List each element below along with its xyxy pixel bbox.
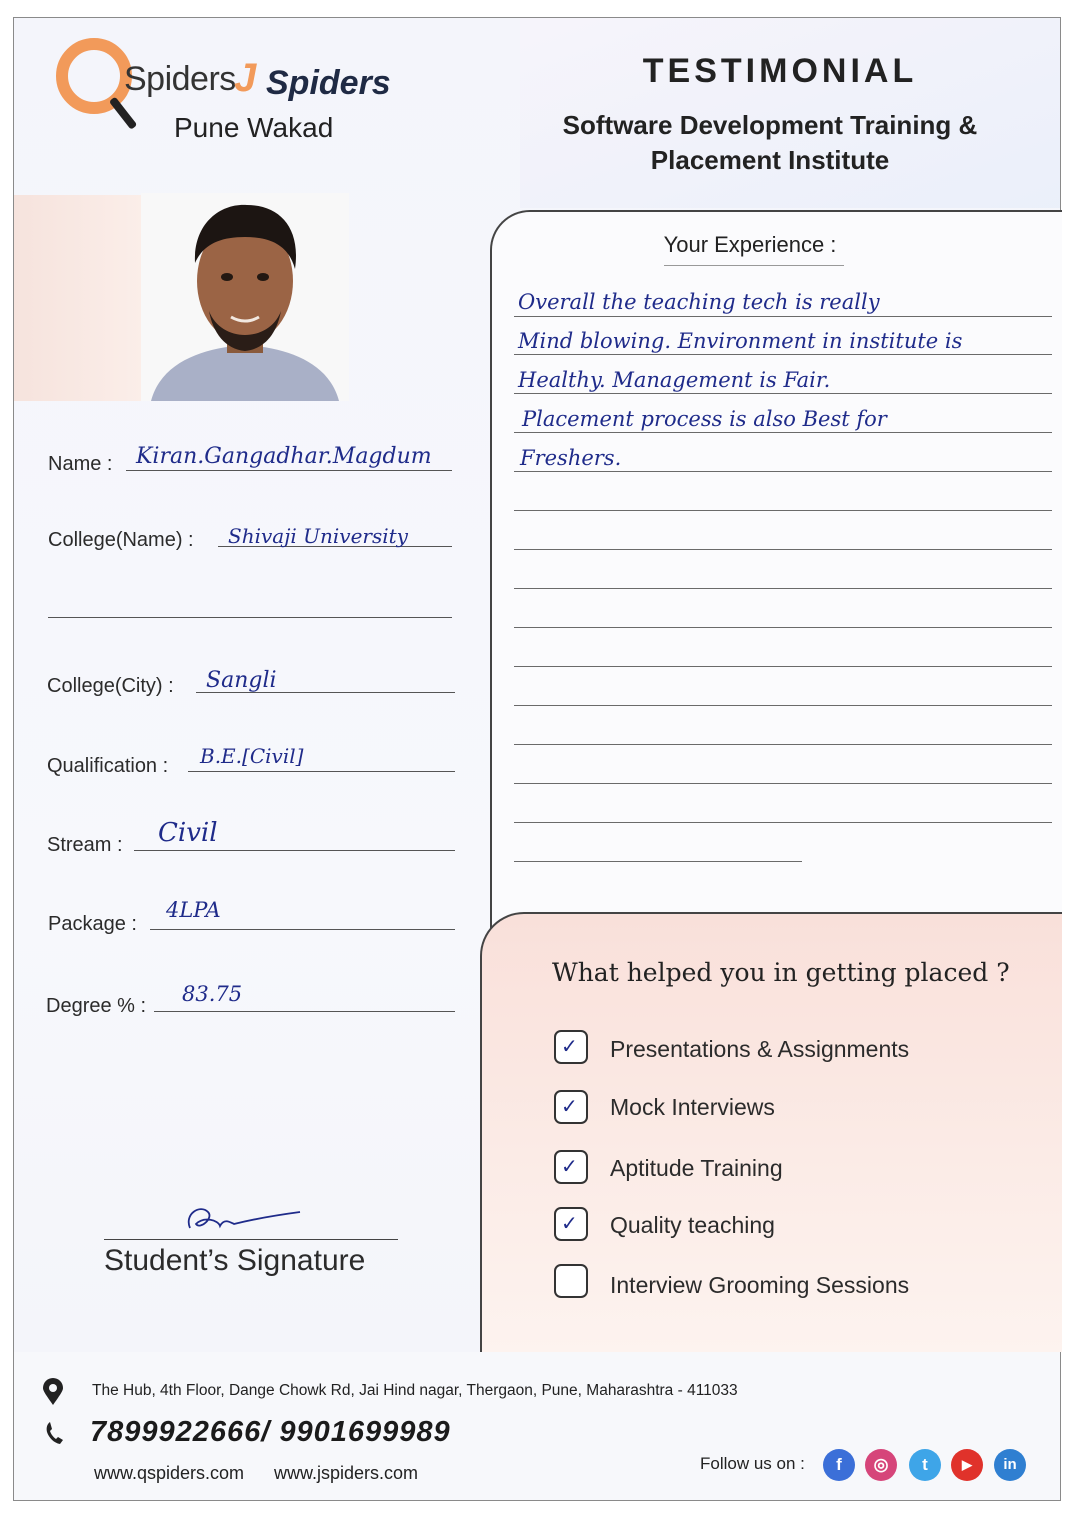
experience-rule bbox=[514, 354, 1052, 355]
check-icon: ✓ bbox=[561, 1034, 578, 1058]
option-mock-interviews-label: Mock Interviews bbox=[610, 1094, 775, 1120]
student-signature bbox=[160, 1196, 310, 1240]
placement-help-title: What helped you in getting placed ? bbox=[552, 958, 1010, 987]
follow-us-label: Follow us on : bbox=[700, 1454, 805, 1473]
checkbox-presentations[interactable] bbox=[554, 1030, 588, 1064]
experience-rule bbox=[514, 316, 1052, 317]
option-aptitude-label: Aptitude Training bbox=[610, 1155, 783, 1181]
experience-line-2: Mind blowing. Environment in institute is bbox=[518, 329, 963, 353]
college-city-value: Sangli bbox=[206, 668, 277, 693]
subtitle-line-2: Placement Institute bbox=[650, 145, 890, 175]
experience-line-1: Overall the teaching tech is really bbox=[518, 290, 880, 314]
subtitle-line-1: Software Development Training & bbox=[562, 110, 978, 140]
address-text: The Hub, 4th Floor, Dange Chowk Rd, Jai Hind nagar, Thergaon, Pune, Maharashtra - 411033 bbox=[92, 1382, 738, 1399]
college-name-label: College(Name) : bbox=[48, 529, 194, 551]
option-grooming-label: Interview Grooming Sessions bbox=[610, 1272, 910, 1298]
page-subtitle bbox=[520, 108, 1020, 178]
name-label: Name : bbox=[48, 453, 113, 475]
website-qspiders-link[interactable]: www.qspiders.com bbox=[94, 1463, 245, 1483]
linkedin-icon[interactable]: in bbox=[994, 1449, 1026, 1481]
experience-rule bbox=[514, 783, 1052, 784]
brand-qspiders: Spiders bbox=[124, 60, 236, 98]
photo-backdrop bbox=[14, 195, 144, 401]
experience-rule bbox=[514, 549, 1052, 550]
signature-line bbox=[104, 1239, 398, 1240]
experience-rule bbox=[514, 705, 1052, 706]
package-label: Package : bbox=[48, 913, 137, 935]
degree-label: Degree % : bbox=[46, 995, 147, 1017]
degree-line bbox=[154, 1011, 455, 1012]
experience-rule bbox=[514, 861, 802, 862]
college-city-label: College(City) : bbox=[47, 675, 174, 697]
experience-rule bbox=[514, 432, 1052, 433]
qualification-value: B.E.[Civil] bbox=[200, 744, 304, 768]
signature-label: Student’s Signature bbox=[104, 1244, 366, 1277]
experience-rule bbox=[514, 393, 1052, 394]
youtube-icon[interactable]: ▶ bbox=[951, 1449, 983, 1481]
stream-line bbox=[134, 850, 455, 851]
checkbox-quality-teaching[interactable] bbox=[554, 1207, 588, 1241]
check-icon: ✓ bbox=[561, 1094, 578, 1118]
experience-title: Your Experience : bbox=[663, 232, 837, 257]
degree-value: 83.75 bbox=[182, 982, 243, 1006]
twitter-icon[interactable]: t bbox=[909, 1449, 941, 1481]
qualification-line bbox=[188, 771, 455, 772]
brand-jspiders: Spiders bbox=[266, 64, 391, 102]
experience-rule bbox=[514, 744, 1052, 745]
experience-line-5: Freshers. bbox=[520, 446, 622, 470]
experience-line-3: Healthy. Management is Fair. bbox=[518, 368, 831, 392]
brand-j-letter: J bbox=[234, 56, 257, 100]
name-value: Kiran.Gangadhar.Magdum bbox=[136, 444, 432, 469]
option-quality-teaching-label: Quality teaching bbox=[610, 1212, 775, 1238]
package-line bbox=[150, 929, 455, 930]
college-name-line-2 bbox=[48, 617, 452, 618]
package-value: 4LPA bbox=[166, 898, 221, 922]
name-line bbox=[126, 470, 452, 471]
option-presentations-label: Presentations & Assignments bbox=[610, 1036, 910, 1062]
experience-line-4: Placement process is also Best for bbox=[522, 407, 887, 431]
experience-title-underline bbox=[664, 265, 844, 266]
experience-rule bbox=[514, 510, 1052, 511]
phone-icon bbox=[44, 1420, 66, 1446]
experience-rule bbox=[514, 627, 1052, 628]
page-title: TESTIMONIAL bbox=[642, 52, 918, 90]
stream-value: Civil bbox=[158, 818, 218, 848]
qualification-label: Qualification : bbox=[47, 755, 169, 777]
check-icon: ✓ bbox=[561, 1154, 578, 1178]
facebook-icon[interactable]: f bbox=[823, 1449, 855, 1481]
checkbox-grooming[interactable] bbox=[554, 1264, 588, 1298]
website-jspiders-link[interactable]: www.jspiders.com bbox=[274, 1463, 419, 1483]
experience-rule bbox=[514, 588, 1052, 589]
experience-rule bbox=[514, 822, 1052, 823]
check-icon: ✓ bbox=[561, 1211, 578, 1235]
branch-name: Pune Wakad bbox=[174, 112, 334, 143]
stream-label: Stream : bbox=[47, 834, 123, 856]
college-name-value: Shivaji University bbox=[228, 524, 408, 548]
phone-numbers: 7899922666/ 9901699989 bbox=[90, 1416, 451, 1448]
experience-rule bbox=[514, 666, 1052, 667]
checkbox-mock-interviews[interactable] bbox=[554, 1090, 588, 1124]
instagram-icon[interactable]: ◎ bbox=[865, 1449, 897, 1481]
location-pin-icon bbox=[42, 1378, 64, 1406]
student-photo bbox=[141, 193, 349, 401]
experience-rule bbox=[514, 471, 1052, 472]
checkbox-aptitude[interactable] bbox=[554, 1150, 588, 1184]
